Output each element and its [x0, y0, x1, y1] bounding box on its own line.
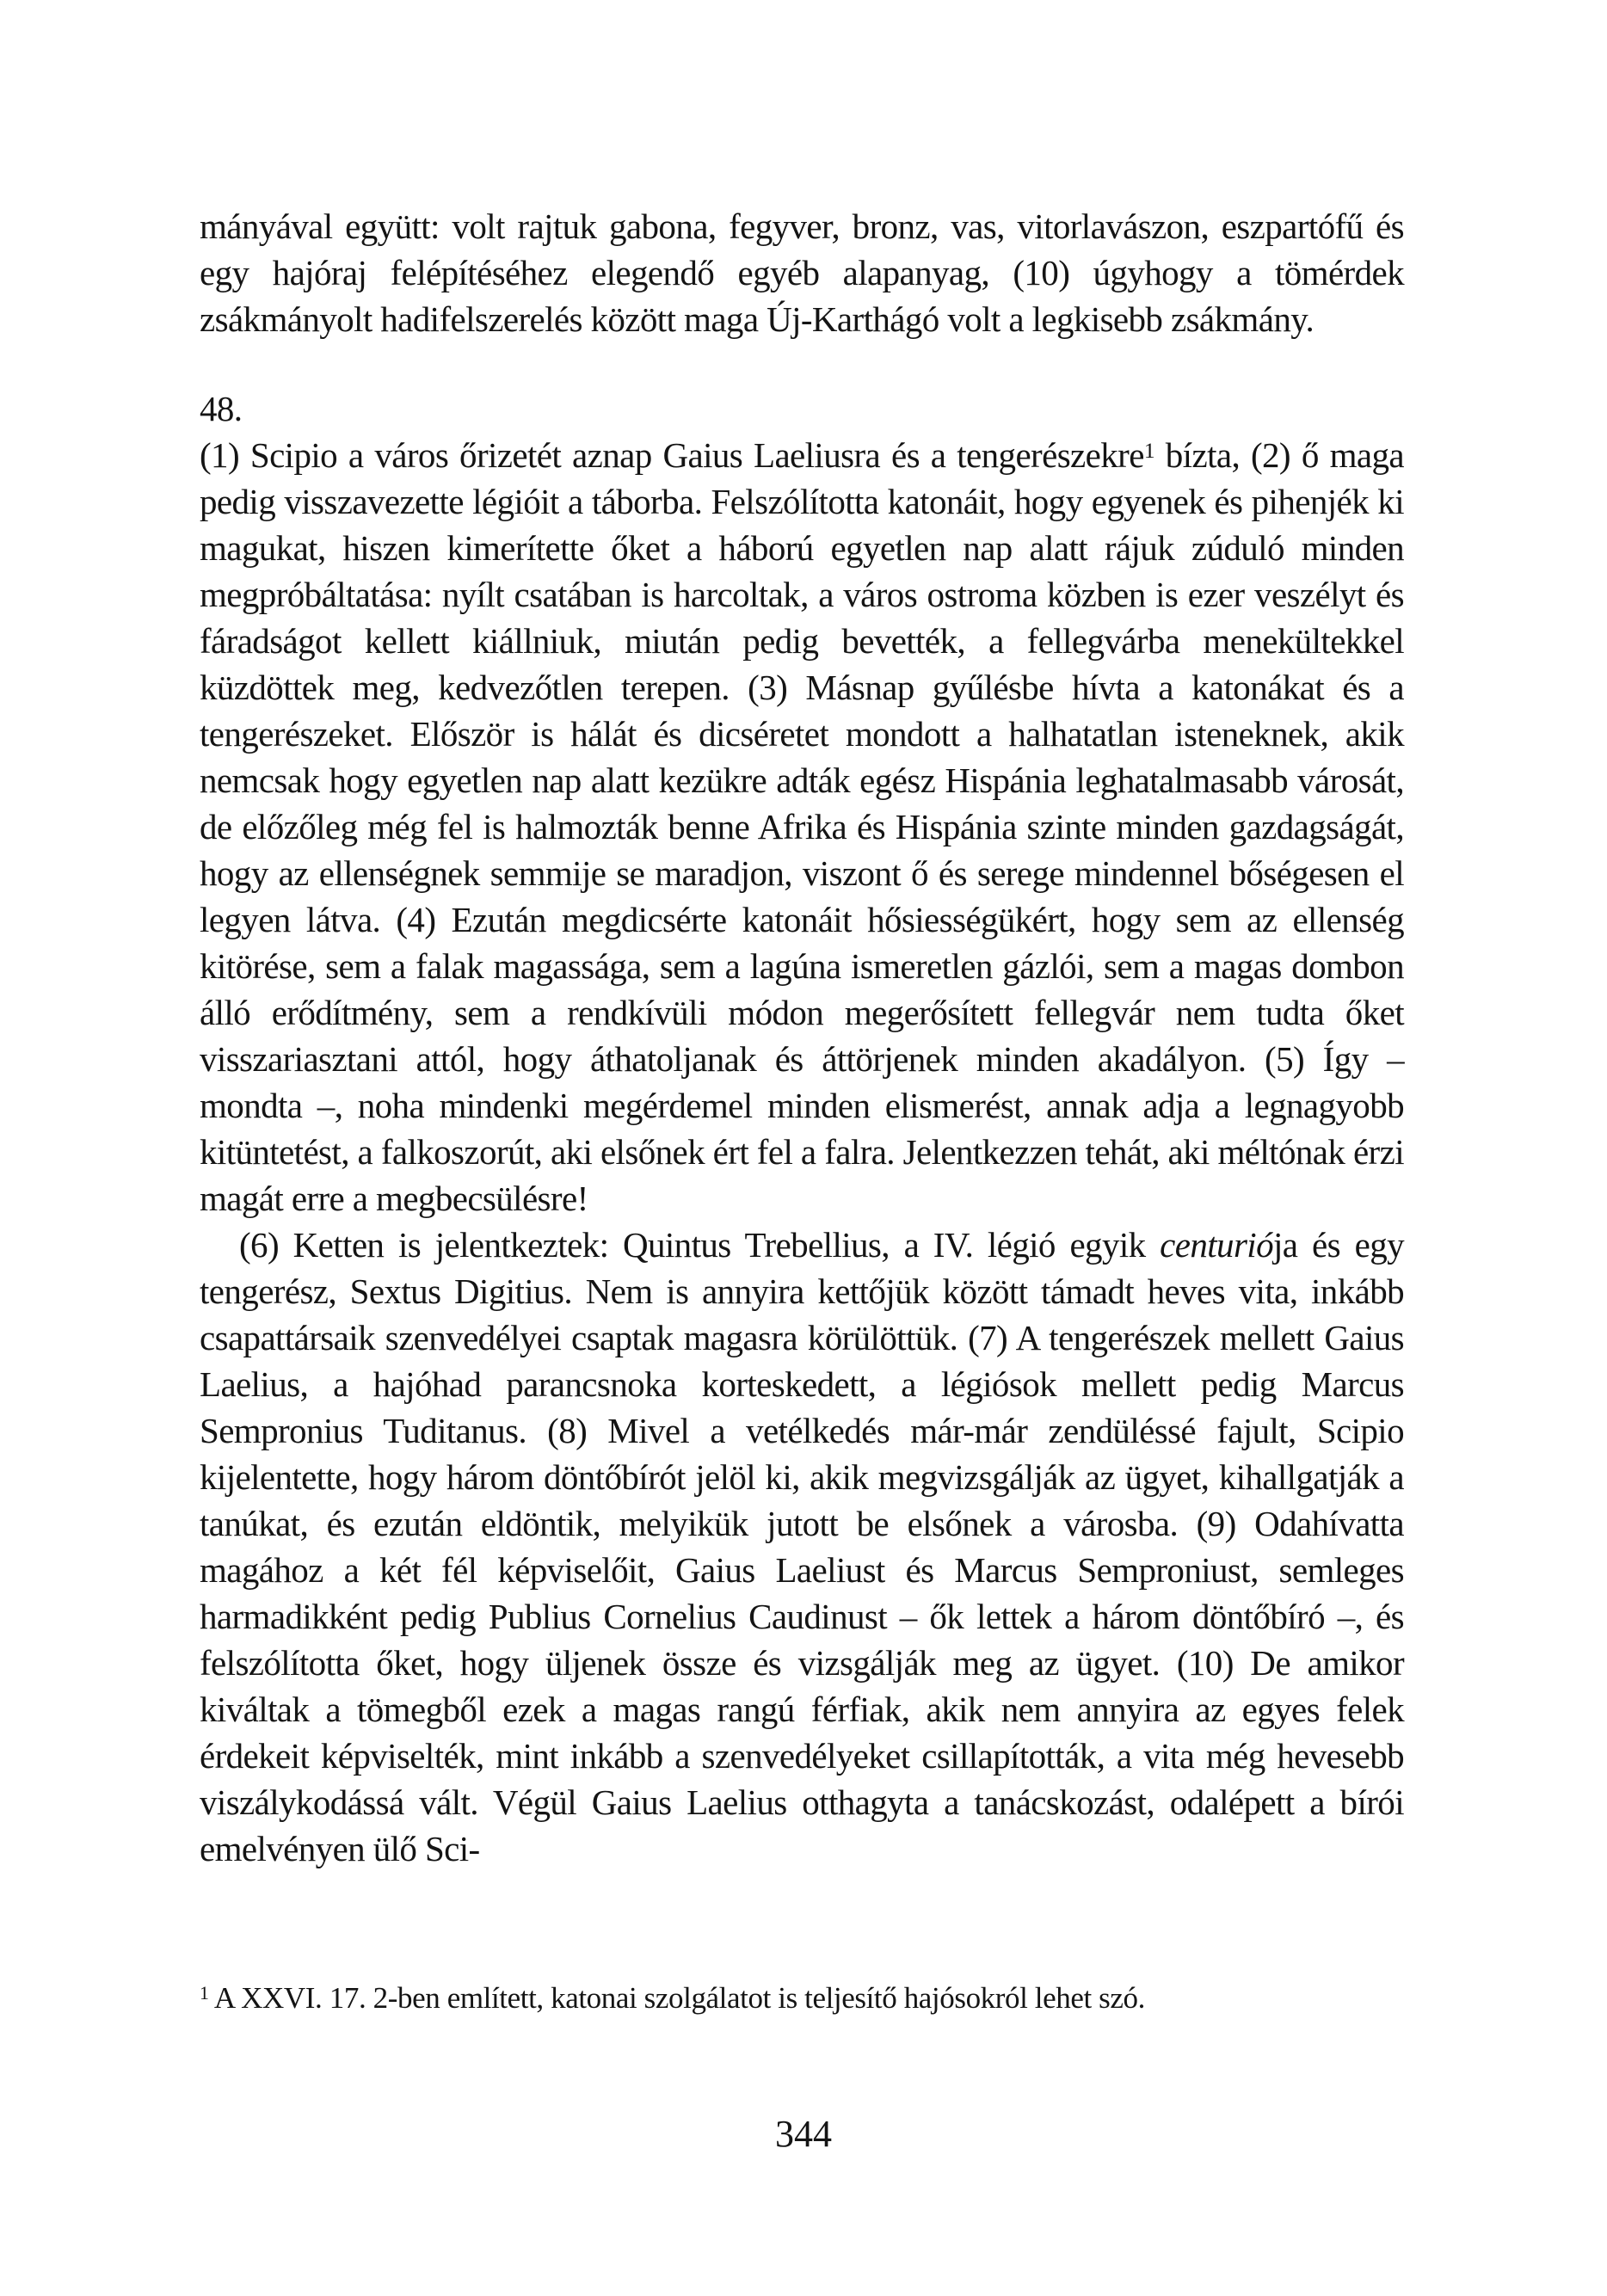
page-number: 344 [775, 2113, 832, 2155]
paragraph-sections-6-10: (6) Ketten is jelentkeztek: Quintus Trebellius, a IV. légió egyik centuriója és egy tengerész, Sextus Digitius. Nem is annyira kettőjük között támadt heves vita, inkább csapattársaik szenvedélyei csaptak magasra körülöttük. (7) A tengerészek mellett Gaius Laelius, a hajóhad parancsnoka korteskedett, a légiósok mellett pedig Marcus Sempronius Tuditanus. (8) Mivel a vetélkedés már-már zendüléssé fajult, Scipio kijelentette, hogy három döntőbírót jelöl ki, akik megvizsgálják az ügyet, kihallgatják a tanúkat, és ezután eldöntik, melyikük jutott be elsőnek a városba. (9) Odahívatta magához a két fél képviselőit, Gaius Laeliust és Marcus Semproniust, semleges harmadikként pedig Publius Cornelius Caudinust – ők lettek a három döntőbíró –, és felszólította őket, hogy üljenek össze és vizsgálják meg az ügyet. (10) De amikor kiváltak a tömegből ezek a magas rangú férfiak, akik nem annyira az egyes felek érdekeit képviselték, mint inkább a szenvedélyeket csillapították, a vita még hevesebb viszálykodássá vált. Végül Gaius Laelius otthagyta a tanácskozást, odalépett a bírói emelvényen ülő Sci- [200, 1225, 1404, 1868]
paragraph-continuation: mányával együtt: volt rajtuk gabona, fegyver, bronz, vas, vitorlavászon, eszpartófű és egy hajóraj felépítéséhez elegendő egyéb alapanyag, (10) úgyhogy a tömérdek zsákmányolt hadifelszerelés között maga Új-Karthágó volt a legkisebb zsákmány. [200, 206, 1404, 339]
paragraph-sections-1-5: (1) Scipio a város őrizetét aznap Gaius Laeliusra és a tengerészekre$^1$ bízta, (2) ő maga pedig visszavezette légióit a táborba. Felszólította katonáit, hogy egyenek és pihenjék ki magukat, hiszen kimerítette őket a háború egyetlen nap alatt rájuk zúduló minden megpróbáltatása: nyílt csatában is harcoltak, a város ostroma közben is ezer veszélyt és fáradságot kellett kiállniuk, miután pedig bevették, a fellegvárba menekültekkel küzdöttek meg, kedvezőtlen terepen. (3) Másnap gyűlésbe hívta a katonákat és a tengerészeket. Először is hálát és dicséretet mondott a halhatatlan isteneknek, akik nemcsak hogy egyetlen nap alatt kezükre adták egész Hispánia leghatalmasabb városát, de előzőleg még fel is halmozták benne Afrika és Hispánia szinte minden gazdagságát, hogy az ellenségnek semmije se maradjon, viszont ő és serege mindennel bőségesen el legyen látva. (4) Ezután megdicsérte katonáit hősiességükért, hogy sem az ellenség kitörése, sem a falak magassága, sem a lagúna ismeretlen gázlói, sem a magas dombon álló erődítmény, sem a rendkívüli módon megerősített fellegvár nem tudta őket visszariasztani attól, hogy áthatoljanak és áttörjenek minden akadályon. (5) Így – mondta –, noha mindenki megérdemel minden elismerést, annak adja a legnagyobb kitüntetést, a falkoszorút, aki elsőnek ért fel a falra. Jelentkezzen tehát, aki méltónak érzi magát erre a megbecsülésre! [200, 435, 1404, 1218]
main-text-block [200, 203, 1404, 1872]
footnote-marker: 1 [200, 1983, 209, 2004]
footnote-text: A XXVI. 17. 2-ben említett, katonai szolgálatot is teljesítő hajósokról lehet szó. [208, 1981, 1145, 2015]
footnote [200, 1979, 1404, 2018]
section-number-heading: 48. [200, 389, 243, 428]
